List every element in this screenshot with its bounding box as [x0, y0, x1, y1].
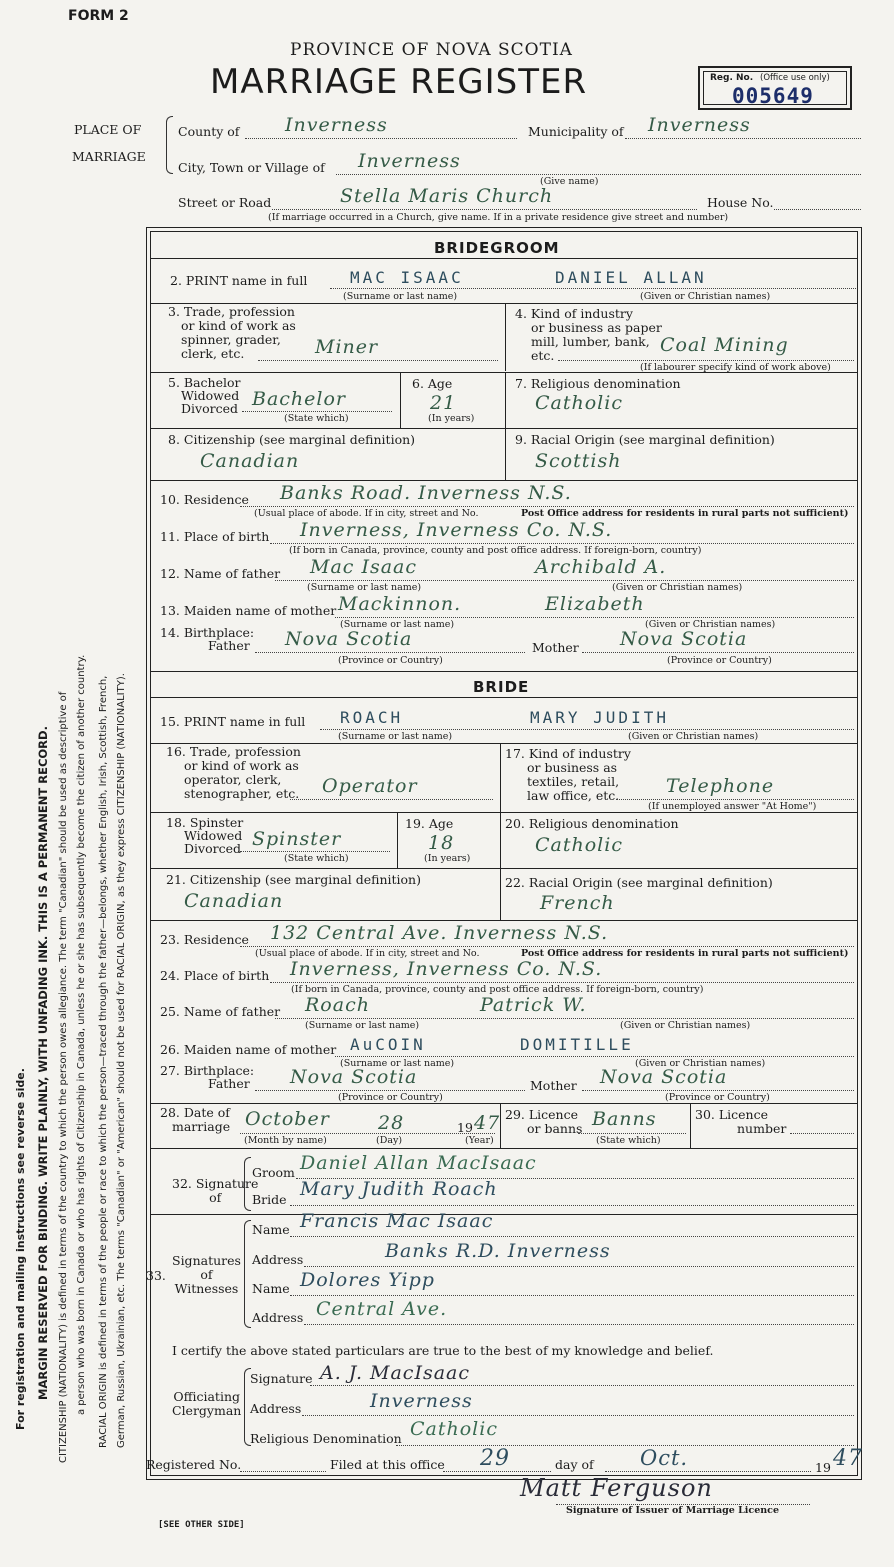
- groom-mother-given-caption: (Given or Christian names): [645, 619, 776, 630]
- groom-racial: Scottish: [535, 450, 622, 472]
- groom-mother-birthplace: Nova Scotia: [620, 628, 748, 650]
- marriage-year: 47: [474, 1112, 501, 1134]
- groom-residence: Banks Road. Inverness N.S.: [280, 482, 572, 504]
- bride-status-label: 18. Spinster Widowed Divorced: [166, 815, 244, 856]
- bride-father-surname-caption: (Surname or last name): [305, 1020, 420, 1031]
- place-label-2: MARRIAGE: [72, 149, 146, 164]
- groom-religion-label: 7. Religious denomination: [515, 376, 681, 391]
- groom-surname-caption: (Surname or last name): [343, 291, 458, 302]
- bride-father-surname: Roach: [305, 994, 370, 1016]
- margin-citizenship-2: a person who was born in Canada or who has rights of Citizenship in Canada, unless he or she has subsequently become the citizen of another country.: [76, 654, 87, 1415]
- clergy-signature: A. J. MacIsaac: [320, 1362, 470, 1384]
- groom-father-surname-caption: (Surname or last name): [307, 582, 422, 593]
- place-brace: [166, 116, 173, 174]
- groom-father-given-caption: (Given or Christian names): [612, 582, 743, 593]
- bride-industry: Telephone: [666, 775, 775, 797]
- bride-sig-label: Bride: [252, 1192, 287, 1207]
- date-label: 28. Date of marriage: [160, 1105, 231, 1134]
- groom-racial-label: 9. Racial Origin (see marginal definition): [515, 432, 775, 447]
- margin-citizenship-1: CITIZENSHIP (NATIONALITY) is defined in terms of the country to which the person owes allegiance. The term "Canadian" should be used as descriptive of: [58, 691, 69, 1463]
- groom-status: Bachelor: [252, 388, 347, 410]
- give-name-caption: (Give name): [540, 176, 599, 187]
- w2-address-label: Address: [252, 1310, 304, 1325]
- filed-year-prefix: 19: [815, 1460, 831, 1475]
- bridegroom-heading: BRIDEGROOM: [434, 239, 560, 257]
- day-of-label: day of: [555, 1457, 594, 1472]
- bride-heading: BRIDE: [473, 678, 530, 696]
- bride-birthplace-label: 27. Birthplace:: [160, 1063, 255, 1078]
- groom-mother-label: 13. Maiden name of mother: [160, 603, 337, 618]
- licence-value: Banns: [592, 1108, 657, 1130]
- bride-industry-label: 17. Kind of industry or business as textiles, retail, law office, etc.: [505, 746, 631, 803]
- bride-surname-caption: (Surname or last name): [338, 731, 453, 742]
- municipality-value: Inverness: [648, 114, 751, 136]
- form-number: FORM 2: [68, 8, 129, 24]
- bride-religion: Catholic: [535, 834, 623, 856]
- signature-label: 32. Signature of: [172, 1176, 259, 1205]
- bride-citizenship-label: 21. Citizenship (see marginal definition): [166, 872, 421, 887]
- clergy-denomination: Catholic: [410, 1418, 498, 1440]
- groom-father-prov-caption: (Province or Country): [338, 655, 443, 666]
- bride-residence-caption-2: Post Office address for residents in rural parts not sufficient): [521, 948, 849, 959]
- bride-mother-label: 26. Maiden name of mother: [160, 1042, 337, 1057]
- margin-racial-2: German, Russian, Ukrainian, etc. The terms "Canadian" or "American" should not be used for RACIAL ORIGIN, as they express CITIZENSHIP (NATIONALITY).: [116, 673, 127, 1448]
- groom-residence-label: 10. Residence: [160, 492, 249, 507]
- groom-birthplace-mother-label: Mother: [532, 640, 579, 655]
- groom-status-label: 5. Bachelor Widowed Divorced: [168, 375, 241, 416]
- bride-industry-caption: (If unemployed answer "At Home"): [648, 801, 817, 812]
- clergy-sig-label: Signature: [250, 1371, 313, 1386]
- marriage-year-prefix: 19: [457, 1120, 473, 1135]
- bride-religion-label: 20. Religious denomination: [505, 816, 679, 831]
- witness2-address: Central Ave.: [316, 1298, 448, 1320]
- groom-father-surname: Mac Isaac: [310, 556, 418, 578]
- church-note: (If marriage occurred in a Church, give name. If in a private residence give street and number): [268, 212, 729, 223]
- bride-birth-label: 24. Place of birth: [160, 968, 270, 983]
- witness2-name: Dolores Yipp: [300, 1269, 435, 1291]
- groom-birthplace-label: 14. Birthplace:: [160, 625, 255, 640]
- bride-age-caption: (In years): [424, 853, 471, 864]
- issuer-label: Signature of Issuer of Marriage Licence: [566, 1505, 779, 1516]
- bride-residence-label: 23. Residence: [160, 932, 249, 947]
- margin-racial-1: RACIAL ORIGIN is defined in terms of the people or race to which the person—traced through the father—belongs, whether English, Irish, Scottish, French,: [98, 675, 109, 1448]
- year-caption: (Year): [465, 1135, 494, 1146]
- filed-month: Oct.: [640, 1446, 689, 1470]
- licence-caption: (State which): [596, 1135, 661, 1146]
- bride-status: Spinster: [252, 828, 342, 850]
- witness-label: Signatures of Witnesses: [172, 1253, 241, 1296]
- groom-residence-caption: (Usual place of abode. If in city, street and No.: [254, 508, 479, 519]
- bride-surname: ROACH: [340, 708, 404, 727]
- licence-number-label: 30. Licence number: [695, 1107, 787, 1136]
- w1-address-label: Address: [252, 1252, 304, 1267]
- groom-industry: Coal Mining: [660, 334, 789, 356]
- bride-signature: Mary Judith Roach: [300, 1178, 498, 1200]
- groom-mother-given: Elizabeth: [545, 593, 645, 615]
- bride-trade-label: 16. Trade, profession or kind of work as operator, clerk, stenographer, etc.: [166, 744, 301, 801]
- groom-age-caption: (In years): [428, 413, 475, 424]
- groom-mother-surname-caption: (Surname or last name): [340, 619, 455, 630]
- reg-number-box: [698, 66, 852, 110]
- margin-binding-note: MARGIN RESERVED FOR BINDING. WRITE PLAINLY, WITH UNFADING INK. THIS IS A PERMANENT RECORD.: [36, 726, 50, 1400]
- groom-mother-surname: Mackinnon.: [338, 593, 462, 615]
- bride-father-given: Patrick W.: [480, 994, 587, 1016]
- groom-trade-label: 3. Trade, profession or kind of work as spinner, grader, clerk, etc.: [168, 304, 296, 361]
- certification-text: I certify the above stated particulars are true to the best of my knowledge and belief.: [172, 1343, 714, 1358]
- bride-mother-given: DOMITILLE: [520, 1035, 634, 1054]
- groom-mother-prov-caption: (Province or Country): [667, 655, 772, 666]
- registered-label: Registered No.: [146, 1457, 242, 1472]
- reg-number: 005649: [732, 84, 814, 108]
- day-caption: (Day): [376, 1135, 403, 1146]
- bride-mother-surname: AuCOIN: [350, 1035, 426, 1054]
- bride-racial: French: [540, 892, 615, 914]
- province-title: PROVINCE OF NOVA SCOTIA: [290, 40, 573, 60]
- city-value: Inverness: [358, 150, 461, 172]
- witness-brace: [244, 1220, 251, 1328]
- street-label: Street or Road: [178, 195, 272, 210]
- county-label: County of: [178, 124, 240, 139]
- w1-name-label: Name: [252, 1222, 290, 1237]
- licence-label: 29. Licence or banns: [505, 1107, 583, 1136]
- filed-day: 29: [480, 1446, 510, 1471]
- bride-birthplace-mother-label: Mother: [530, 1078, 577, 1093]
- filed-year: 47: [833, 1446, 863, 1471]
- bride-mother-given-caption: (Given or Christian names): [635, 1058, 766, 1069]
- bride-mother-birthplace: Nova Scotia: [600, 1066, 728, 1088]
- groom-birth-caption: (If born in Canada, province, county and post office address. If foreign-born, country): [289, 545, 702, 556]
- signature-brace: [244, 1157, 251, 1211]
- place-label-1: PLACE OF: [74, 122, 142, 137]
- groom-citizenship-label: 8. Citizenship (see marginal definition): [168, 432, 416, 447]
- marriage-month: October: [245, 1108, 330, 1130]
- reg-label: Reg. No.: [710, 73, 754, 83]
- bride-mother-surname-caption: (Surname or last name): [340, 1058, 455, 1069]
- bride-given-caption: (Given or Christian names): [628, 731, 759, 742]
- groom-religion: Catholic: [535, 392, 623, 414]
- w2-name-label: Name: [252, 1281, 290, 1296]
- groom-birth-label: 11. Place of birth: [160, 529, 270, 544]
- groom-name-label: 2. PRINT name in full: [170, 273, 308, 288]
- page-title: MARRIAGE REGISTER: [210, 62, 588, 102]
- filed-label: Filed at this office: [330, 1457, 445, 1472]
- bride-mother-prov-caption: (Province or Country): [665, 1092, 770, 1103]
- groom-citizenship: Canadian: [200, 450, 300, 472]
- groom-signature: Daniel Allan MacIsaac: [300, 1152, 537, 1174]
- witness-number: 33.: [146, 1268, 166, 1283]
- bride-residence: 132 Central Ave. Inverness N.S.: [270, 922, 609, 944]
- bride-father-birthplace: Nova Scotia: [290, 1066, 418, 1088]
- bride-status-caption: (State which): [284, 853, 349, 864]
- bride-trade: Operator: [322, 775, 418, 797]
- bride-citizenship: Canadian: [184, 890, 284, 912]
- margin-instructions: For registration and mailing instructions see reverse side.: [14, 1068, 27, 1430]
- issuer-signature: Matt Ferguson: [520, 1474, 713, 1502]
- bride-residence-caption: (Usual place of abode. If in city, street and No.: [255, 948, 480, 959]
- clergy-denom-label: Religious Denomination: [250, 1431, 402, 1446]
- bride-birthplace-father-label: Father: [208, 1076, 250, 1091]
- city-label: City, Town or Village of: [178, 160, 325, 175]
- groom-industry-caption: (If labourer specify kind of work above): [640, 362, 831, 373]
- street-value: Stella Maris Church: [340, 185, 554, 207]
- reg-office-note: (Office use only): [760, 73, 830, 83]
- month-caption: (Month by name): [244, 1135, 327, 1146]
- groom-sig-label: Groom: [252, 1165, 295, 1180]
- groom-given: DANIEL ALLAN: [555, 268, 707, 287]
- groom-trade: Miner: [315, 336, 379, 358]
- witness1-address: Banks R.D. Inverness: [385, 1240, 611, 1262]
- groom-father-birthplace: Nova Scotia: [285, 628, 413, 650]
- groom-father-label: 12. Name of father: [160, 566, 281, 581]
- see-other-side: [SEE OTHER SIDE]: [158, 1520, 245, 1530]
- bride-age-label: 19. Age: [405, 816, 454, 831]
- groom-industry-label: 4. Kind of industry or business as paper mill, lumber, bank, etc.: [515, 306, 662, 363]
- groom-residence-caption-2: Post Office address for residents in rural parts not sufficient): [521, 508, 849, 519]
- bride-name-label: 15. PRINT name in full: [160, 714, 306, 729]
- groom-given-caption: (Given or Christian names): [640, 291, 771, 302]
- bride-father-label: 25. Name of father: [160, 1004, 281, 1019]
- clergy-address-label: Address: [250, 1401, 302, 1416]
- groom-father-given: Archibald A.: [535, 556, 667, 578]
- bride-given: MARY JUDITH: [530, 708, 669, 727]
- bride-birth-caption: (If born in Canada, province, county and post office address. If foreign-born, country): [291, 984, 704, 995]
- bride-father-prov-caption: (Province or Country): [338, 1092, 443, 1103]
- clergy-address: Inverness: [370, 1390, 473, 1412]
- bride-birth: Inverness, Inverness Co. N.S.: [290, 958, 603, 980]
- witness1-name: Francis Mac Isaac: [300, 1210, 494, 1232]
- groom-age-label: 6. Age: [412, 376, 453, 391]
- bride-age: 18: [428, 832, 455, 854]
- groom-birth: Inverness, Inverness Co. N.S.: [300, 519, 613, 541]
- groom-status-caption: (State which): [284, 413, 349, 424]
- bride-father-given-caption: (Given or Christian names): [620, 1020, 751, 1031]
- groom-age: 21: [430, 392, 457, 414]
- marriage-day: 28: [378, 1112, 405, 1134]
- county-value: Inverness: [285, 114, 388, 136]
- municipality-label: Municipality of: [528, 124, 624, 139]
- groom-surname: MAC ISAAC: [350, 268, 464, 287]
- groom-birthplace-father-label: Father: [208, 638, 250, 653]
- house-label: House No.: [707, 195, 774, 210]
- clergy-label: Officiating Clergyman: [172, 1389, 242, 1418]
- bride-racial-label: 22. Racial Origin (see marginal definition): [505, 875, 773, 890]
